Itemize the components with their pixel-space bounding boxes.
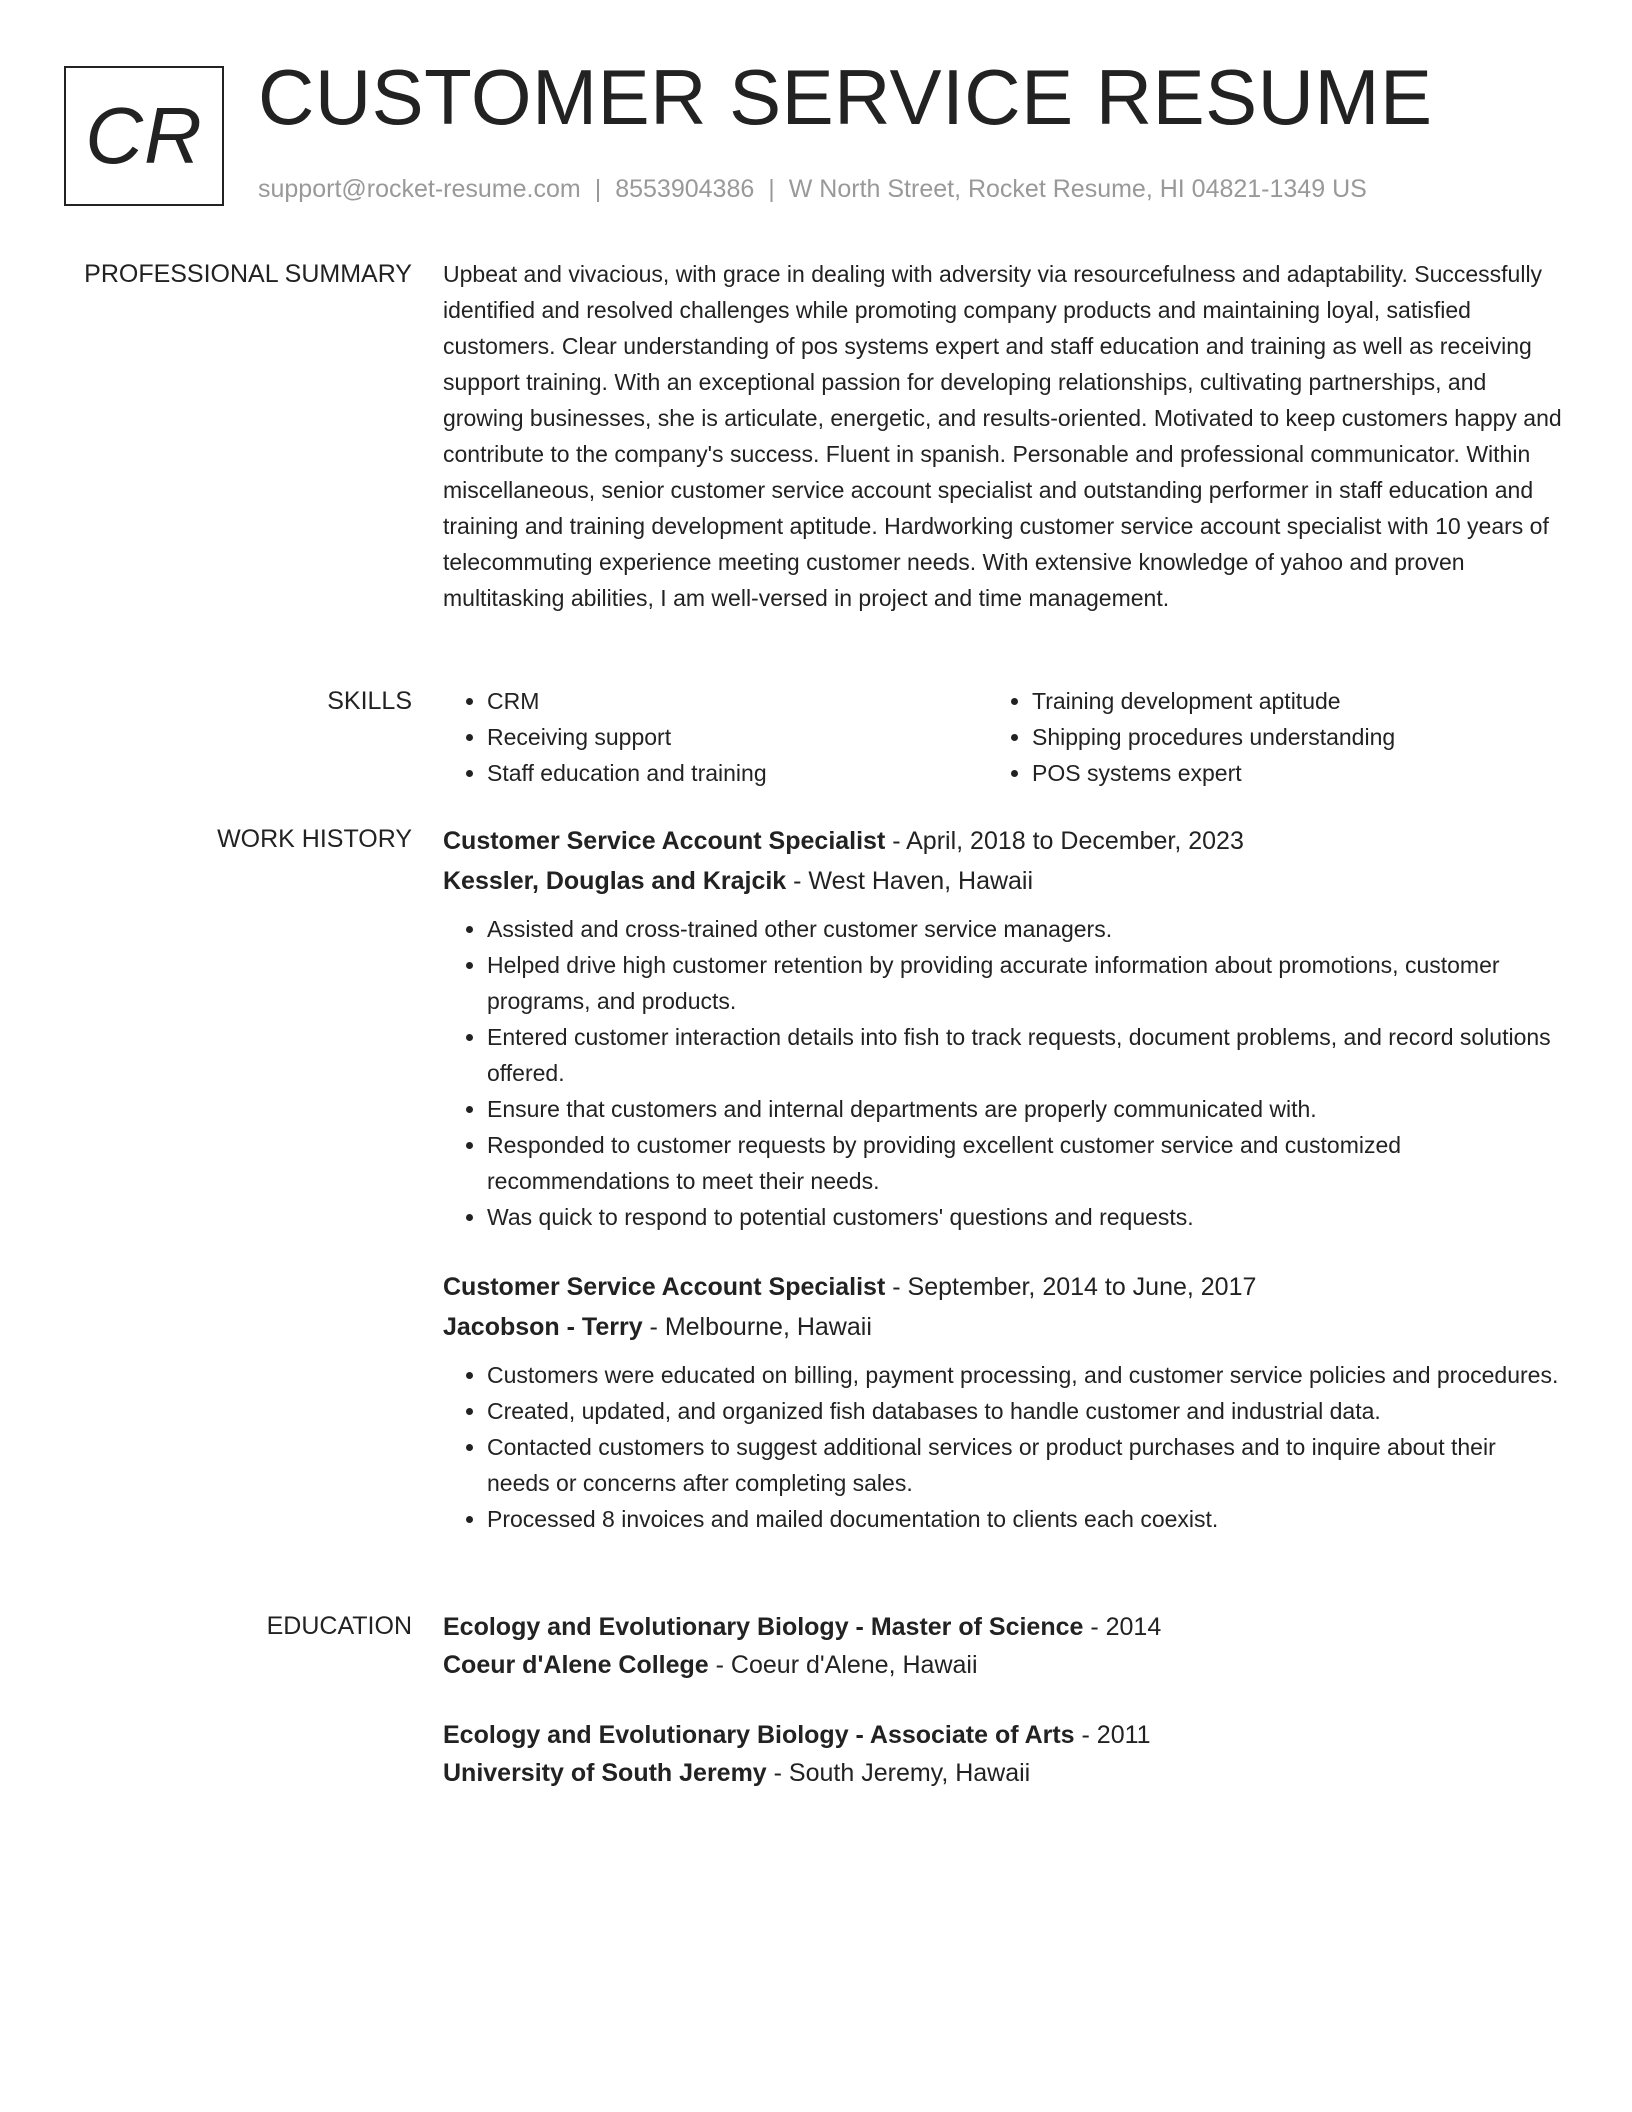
- job-entry: [443, 1267, 1563, 1537]
- section-title-work: WORK HISTORY: [217, 825, 412, 853]
- education-year: - 2014: [1083, 1613, 1162, 1641]
- summary-body: [443, 256, 1563, 616]
- summary-text: Upbeat and vivacious, with grace in dealing with adversity via resourcefulness and adaptability. Successfully identified and resolved challenges while promoting company products and maintaining loyal, satisfied customers. Clear understanding of pos systems expert and staff education and training as well as receiving support training. With an exceptional passion for developing relationships, cultivating partnerships, and growing businesses, she is articulate, energetic, and results-oriented. Motivated to keep customers happy and contribute to the company's success. Fluent in spanish. Personable and professional communicator. Within miscellaneous, senior customer service account specialist and outstanding performer in staff education and training and training development aptitude. Hardworking customer service account specialist with 10 years of telecommuting experience meeting customer needs. With extensive knowledge of yahoo and proven multitasking abilities, I am well-versed in project and time management.: [443, 261, 1562, 611]
- skills-body: [443, 683, 1563, 791]
- work-body: [443, 821, 1563, 1569]
- skills-list-left: [443, 683, 988, 791]
- job-duty: • Customers were educated on billing, payment processing, and customer service policies and procedures.: [487, 1357, 1563, 1393]
- contact-line: [258, 174, 1367, 204]
- job-company-line: [443, 861, 1563, 901]
- education-school: University of South Jeremy: [443, 1759, 767, 1787]
- education-degree: Ecology and Evolutionary Biology - Associate of Arts: [443, 1721, 1075, 1749]
- job-dates: - September, 2014 to June, 2017: [885, 1273, 1257, 1301]
- skill-item: • Shipping procedures understanding: [1032, 719, 1533, 755]
- skill-item: • Staff education and training: [487, 755, 988, 791]
- job-duty: • Contacted customers to suggest additional services or product purchases and to inquire about their needs or concerns after completing sales.: [487, 1429, 1563, 1501]
- contact-phone[interactable]: 8553904386: [615, 175, 755, 203]
- contact-address: W North Street, Rocket Resume, HI 04821-1349 US: [788, 175, 1367, 203]
- education-location: - South Jeremy, Hawaii: [766, 1759, 1031, 1787]
- section-title-skills: SKILLS: [327, 687, 412, 715]
- job-duty: • Created, updated, and organized fish databases to handle customer and industrial data.: [487, 1393, 1563, 1429]
- job-company: Kessler, Douglas and Krajcik: [443, 867, 787, 895]
- job-role: Customer Service Account Specialist: [443, 1273, 886, 1301]
- job-entry: [443, 821, 1563, 1235]
- skills-list-right: [988, 683, 1533, 791]
- contact-separator: |: [768, 175, 775, 203]
- monogram-logo: CR: [64, 66, 224, 206]
- contact-separator: |: [594, 175, 602, 203]
- section-title-education: EDUCATION: [266, 1612, 412, 1640]
- skill-item: • CRM: [487, 683, 988, 719]
- education-school-line: [443, 1754, 1563, 1792]
- education-year: - 2011: [1074, 1721, 1151, 1749]
- job-location: - Melbourne, Hawaii: [642, 1313, 872, 1341]
- job-duty: • Processed 8 invoices and mailed documentation to clients each coexist.: [487, 1501, 1563, 1537]
- education-degree-line: [443, 1608, 1563, 1646]
- section-title-summary: PROFESSIONAL SUMMARY: [84, 260, 412, 288]
- education-entry: [443, 1608, 1563, 1684]
- job-duty: • Entered customer interaction details into fish to track requests, document problems, and record solutions offered.: [487, 1019, 1563, 1091]
- job-duty: • Ensure that customers and internal departments are properly communicated with.: [487, 1091, 1563, 1127]
- education-school-line: [443, 1646, 1563, 1684]
- resume-title: CUSTOMER SERVICE RESUME: [258, 53, 1433, 141]
- skill-item: • Receiving support: [487, 719, 988, 755]
- education-location: - Coeur d'Alene, Hawaii: [708, 1651, 978, 1679]
- education-degree-line: [443, 1716, 1563, 1754]
- job-duty: • Assisted and cross-trained other customer service managers.: [487, 911, 1563, 947]
- job-company-line: [443, 1307, 1563, 1347]
- contact-email[interactable]: support@rocket-resume.com: [258, 175, 581, 203]
- job-duties: [443, 1357, 1563, 1537]
- education-school: Coeur d'Alene College: [443, 1651, 709, 1679]
- job-title-line: [443, 1267, 1563, 1307]
- job-dates: - April, 2018 to December, 2023: [885, 827, 1244, 855]
- job-company: Jacobson - Terry: [443, 1313, 643, 1341]
- skill-item: • POS systems expert: [1032, 755, 1533, 791]
- job-duty: • Was quick to respond to potential customers' questions and requests.: [487, 1199, 1563, 1235]
- job-title-line: [443, 821, 1563, 861]
- job-duty: • Helped drive high customer retention by providing accurate information about promotions, customer programs, and products.: [487, 947, 1563, 1019]
- education-degree: Ecology and Evolutionary Biology - Master of Science: [443, 1613, 1084, 1641]
- skill-item: • Training development aptitude: [1032, 683, 1533, 719]
- education-entry: [443, 1716, 1563, 1792]
- job-duties: [443, 911, 1563, 1235]
- job-role: Customer Service Account Specialist: [443, 827, 886, 855]
- education-body: [443, 1608, 1563, 1824]
- job-location: - West Haven, Hawaii: [786, 867, 1034, 895]
- job-duty: • Responded to customer requests by providing excellent customer service and customized recommendations to meet their needs.: [487, 1127, 1563, 1199]
